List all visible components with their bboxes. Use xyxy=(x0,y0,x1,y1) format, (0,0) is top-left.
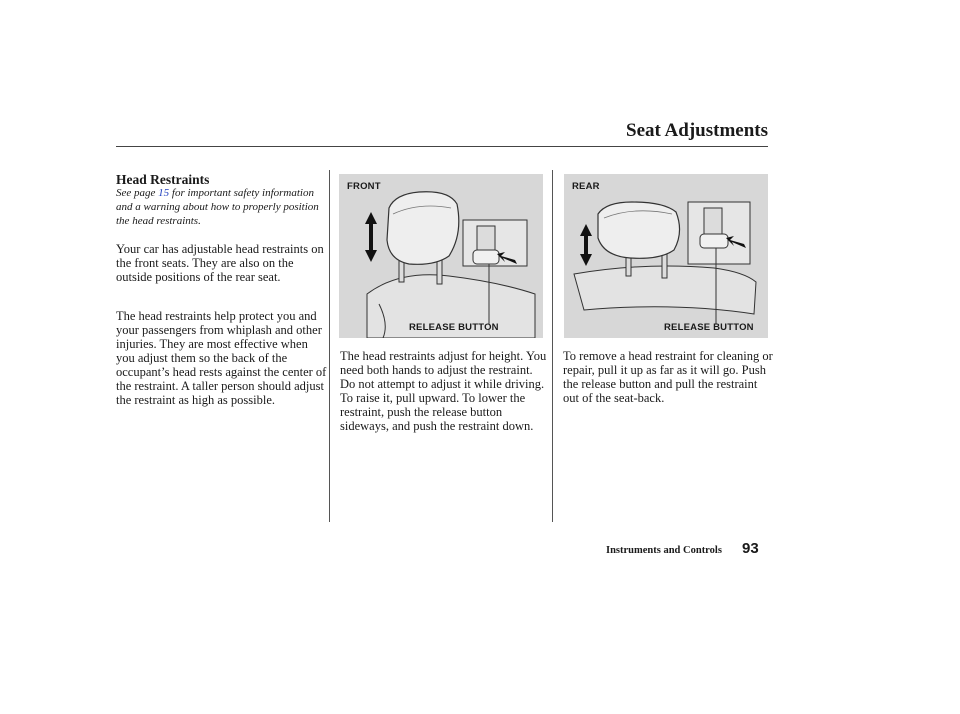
column-divider-right xyxy=(552,170,553,522)
page-number: 93 xyxy=(742,540,759,557)
paragraph-protection: The head restraints help protect you and your passengers from whiplash and other injuries. They are most effective when you adjust them so the back of the occupant’s head rests against the center of the restraint. A taller person should adjust the restraint as high as possible. xyxy=(116,309,327,407)
paragraph-intro: Your car has adjustable head restraints on the front seats. They are also on the outside positions of the rear seat. xyxy=(116,242,324,284)
front-release-button-caption: RELEASE BUTTON xyxy=(409,322,499,333)
rear-head-restraint-illustration xyxy=(564,174,768,338)
paragraph-remove-restraint: To remove a head restraint for cleaning or repair, pull it up as far as it will go. Push the release button and pull the restraint out of the seat-back. xyxy=(563,349,773,405)
note-text: for important safety information and a warning about how to properly position the head restraints. xyxy=(116,187,319,227)
page-title: Seat Adjustments xyxy=(626,120,768,141)
safety-note xyxy=(116,186,326,228)
front-head-restraint-illustration xyxy=(339,174,543,338)
note-prefix: See page xyxy=(116,187,159,199)
section-heading: Head Restraints xyxy=(116,172,210,187)
paragraph-adjust-height: The head restraints adjust for height. You need both hands to adjust the restraint. Do not attempt to adjust it while driving. To raise it, pull upward. To lower the restraint, push the release button sideways, and push the restraint down. xyxy=(340,349,547,433)
front-head-restraint-figure xyxy=(339,174,543,338)
rear-figure-label: REAR xyxy=(572,181,600,192)
page-reference-link[interactable]: 15 xyxy=(158,187,170,199)
column-divider-left xyxy=(329,170,330,522)
front-figure-label: FRONT xyxy=(347,181,381,192)
rear-head-restraint-figure xyxy=(564,174,768,338)
rear-release-button-caption: RELEASE BUTTON xyxy=(664,322,754,333)
title-divider xyxy=(116,146,768,147)
footer-section-name: Instruments and Controls xyxy=(606,545,722,556)
